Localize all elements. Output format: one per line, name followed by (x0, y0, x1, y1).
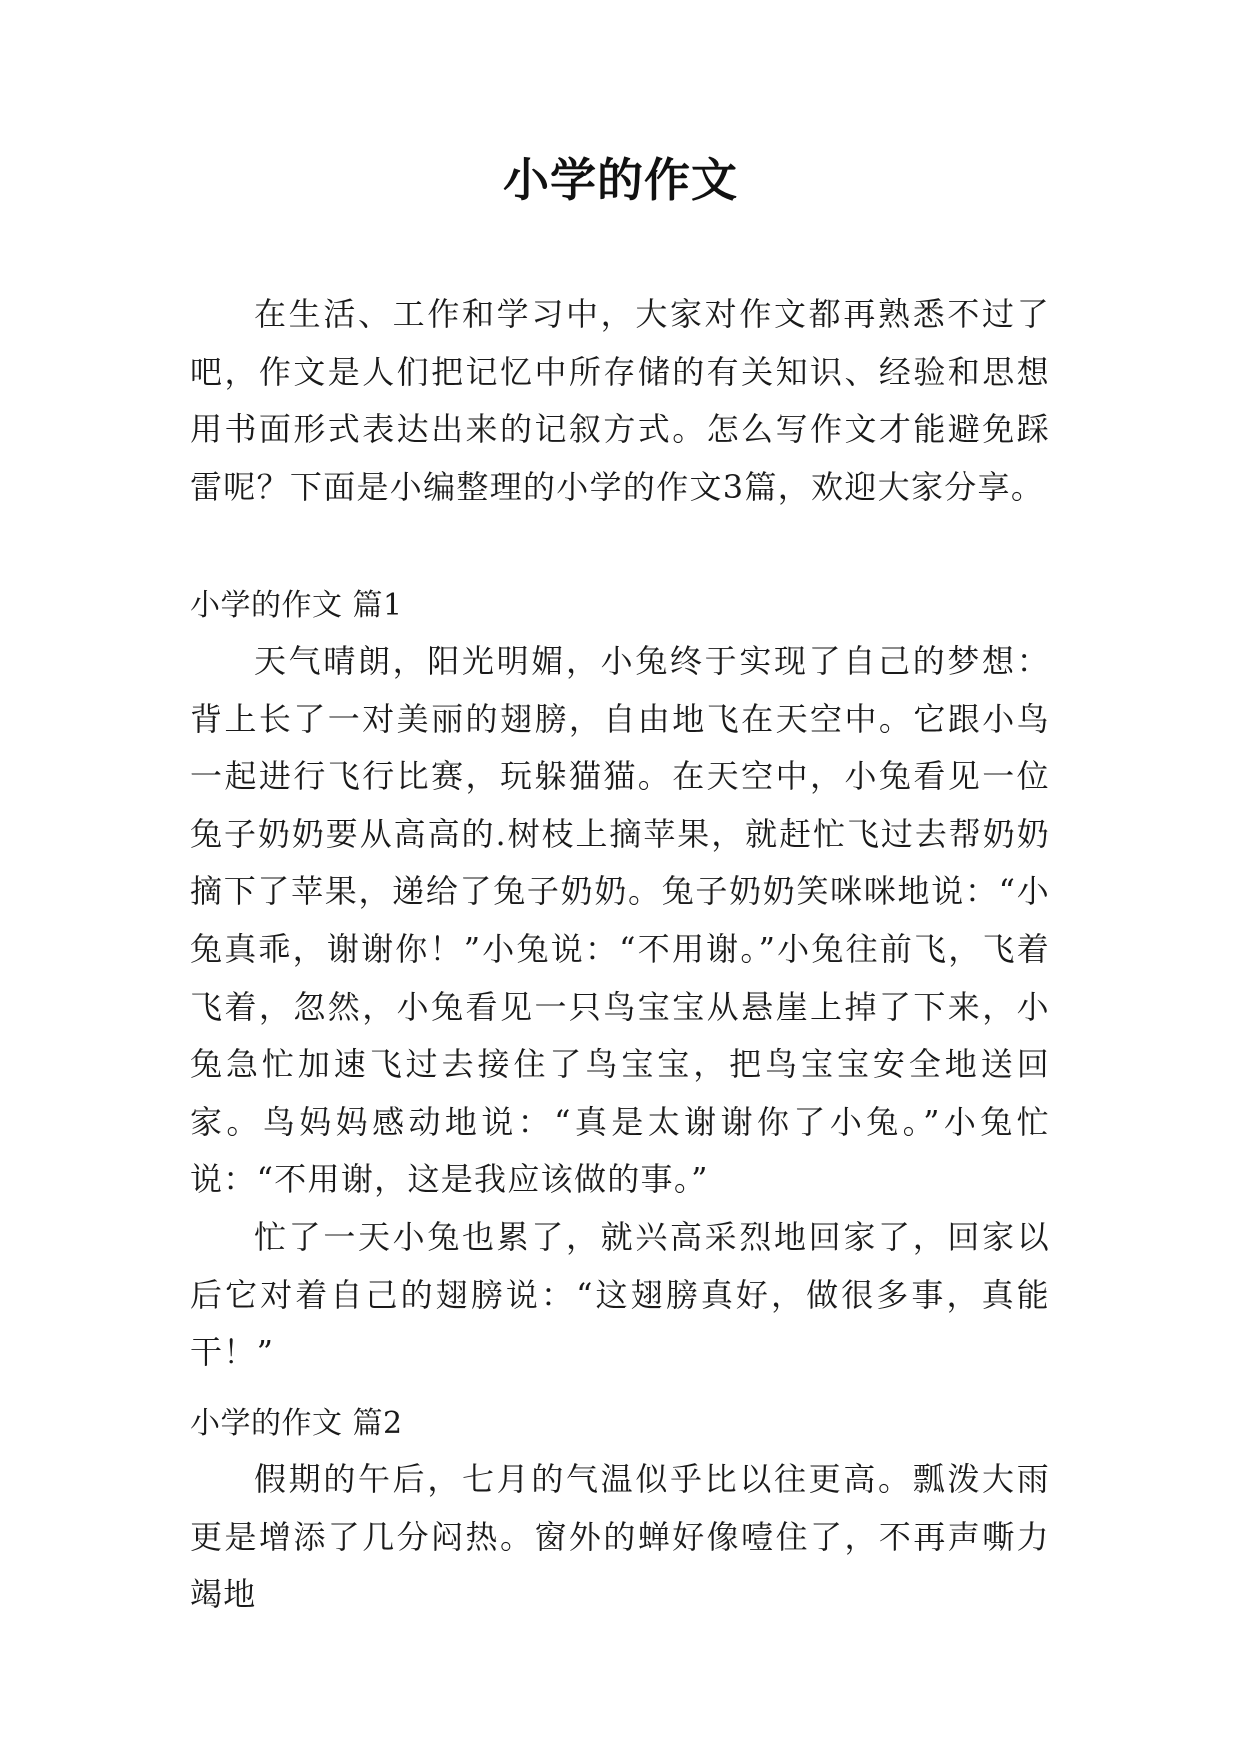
section-heading: 小学的作文 篇1 (190, 588, 403, 623)
section-1-heading-block (190, 577, 1050, 635)
section-heading: 小学的作文 篇2 (190, 1406, 403, 1441)
section-paragraph: 天气晴朗，阳光明媚，小兔终于实现了自己的梦想：背上长了一对美丽的翅膀，自由地飞在天空中。它跟小鸟一起进行飞行比赛，玩躲猫猫。在天空中，小兔看见一位兔子奶奶要从高高的.树枝上摘苹果，就赶忙飞过去帮奶奶摘下了苹果，递给了兔子奶奶。兔子奶奶笑咪咪地说：“小兔真乖，谢谢你！”小兔说：“不用谢。”小兔往前飞，飞着飞着，忽然，小兔看见一只鸟宝宝从悬崖上掉了下来，小兔急忙加速飞过去接住了鸟宝宝，把鸟宝宝安全地送回家。鸟妈妈感动地说：“真是太谢谢你了小兔。”小兔忙说：“不用谢，这是我应该做的事。” (190, 642, 1050, 1199)
section-paragraph: 假期的午后，七月的气温似乎比以往更高。瓢泼大雨更是增添了几分闷热。窗外的蝉好像噎住了，不再声嘶力竭地 (190, 1460, 1050, 1614)
section-2-heading-block (190, 1395, 1050, 1453)
section-1-body (190, 633, 1050, 1382)
intro-block (190, 286, 1050, 516)
section-paragraph: 忙了一天小兔也累了，就兴高采烈地回家了，回家以后它对着自己的翅膀说：“这翅膀真好，做很多事，真能干！” (190, 1217, 1050, 1372)
section-2-body (190, 1451, 1050, 1624)
intro-paragraph: 在生活、工作和学习中，大家对作文都再熟悉不过了吧，作文是人们把记忆中所存储的有关知识、经验和思想用书面形式表达出来的记叙方式。怎么写作文才能避免踩雷呢？下面是小编整理的小学的作文3篇，欢迎大家分享。 (190, 295, 1050, 506)
document-title: 小学的作文 (503, 153, 738, 207)
